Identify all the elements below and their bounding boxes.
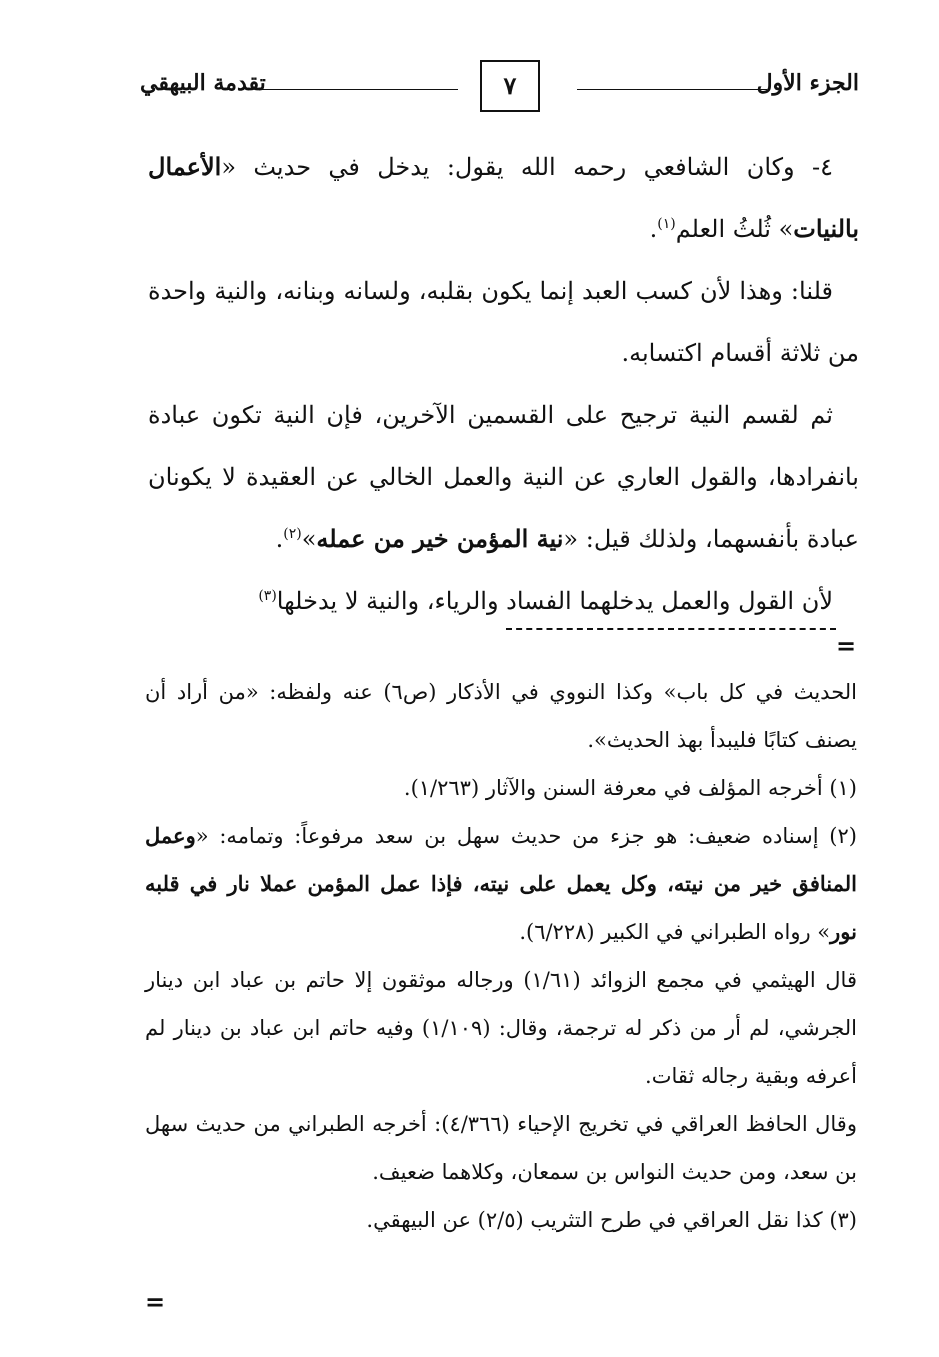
footnote-2-iraqi: وقال الحافظ العراقي في تخريج الإحياء (٤/٣٦٦): أخرجه الطبراني من حديث سهل بن سعد، ومن حديث النواس بن سمعان، وكلاهما ضعيف. xyxy=(145,1112,857,1184)
paragraph-4: لأن القول والعمل يدخلهما الفساد والرياء، والنية لا يدخلها$^{(٣)}$ xyxy=(258,587,833,615)
footnote-ref-3: (٣) xyxy=(258,588,277,604)
footnote-2-haythami: قال الهيثمي في مجمع الزوائد (١/٦١) ورجاله موثقون إلا حاتم بن عباد ابن دينار الجرشي، لم أر من ذكر له ترجمة، وقال: (١/١٠٩) وفيه حاتم ابن عباد بن دينار لم أعرفه وبقية رجاله ثقات. xyxy=(145,968,857,1088)
footnote-2-hadith: وعمل المنافق خير من نيته، وكل يعمل على نيته، فإذا عمل المؤمن عملا نار في قلبه نور xyxy=(145,823,857,944)
footnote-1: (١) أخرجه المؤلف في معرفة السنن والآثار (١/٢٦٣). xyxy=(403,776,857,800)
footnote-ref-2: (٢) xyxy=(283,526,302,542)
footnote-2: (٢) إسناده ضعيف: هو جزء من حديث سهل بن سعد مرفوعاً: وتمامه: «وعمل المنافق خير من نيته، وكل يعمل على نيته، فإذا عمل المؤمن عملا نار في قلبه نور» رواه الطبراني في الكبير (٦/٢٢٨). xyxy=(145,823,857,944)
footnote-separator xyxy=(506,628,836,630)
header-rule-right xyxy=(577,89,767,90)
footnotes xyxy=(145,668,857,1244)
running-header xyxy=(140,60,859,116)
header-rule-left xyxy=(258,89,458,90)
footnote-3: (٣) كذا نقل العراقي في طرح التثريب (٢/٥) عن البيهقي. xyxy=(366,1208,857,1232)
footnote-continuation: الحديث في كل باب» وكذا النووي في الأذكار (ص٦) عنه ولفظه: «من أراد أن يصنف كتابًا فليبدأ بهذ الحديث». xyxy=(145,680,857,752)
page-number: ٧ xyxy=(503,71,517,100)
saying-quote: نية المؤمن خير من عمله xyxy=(316,524,564,553)
paragraph-3: ثم لقسم النية ترجيح على القسمين الآخرين، فإن النية تكون عبادة بانفرادها، والقول العاري عن النية والعمل الخالي عن العقيدة لا يكونان عبادة بأنفسهما، ولذلك قيل: «نية المؤمن خير من عمله»$^{(٢)}$. xyxy=(148,401,859,553)
page-number-box xyxy=(480,60,540,112)
continuation-mark-bottom: = xyxy=(145,1287,166,1316)
continuation-mark-top: = xyxy=(836,631,857,660)
footnote-ref-1: (١) xyxy=(657,216,676,232)
book-title: تقدمة البيهقي xyxy=(140,70,266,96)
paragraph-1: ٤- وكان الشافعي رحمه الله يقول: يدخل في حديث «الأعمال بالنيات» ثُلثُ العلم$^{(١)}$. xyxy=(148,152,859,243)
hadith-quote: الأعمال بالنيات xyxy=(148,152,859,243)
main-text xyxy=(148,136,859,632)
paragraph-2: قلنا: وهذا لأن كسب العبد إنما يكون بقلبه، ولسانه وبنانه، والنية واحدة من ثلاثة أقسام اكتسابه. xyxy=(148,277,859,367)
volume-label: الجزء الأول xyxy=(756,70,859,96)
